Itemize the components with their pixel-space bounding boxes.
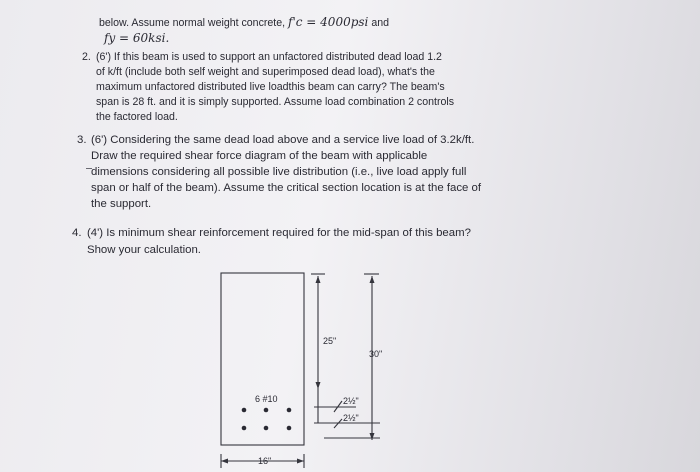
question-4-line: (4') Is minimum shear reinforcement required for the mid-span of this beam? — [87, 227, 471, 239]
width-label: 16" — [258, 456, 272, 466]
intro-prefix: below. Assume normal weight concrete, — [99, 17, 286, 29]
rebar-dot — [242, 426, 247, 431]
question-4-number: 4. — [72, 227, 82, 239]
fc-expression: f'c = 4000psi — [288, 15, 369, 29]
rebar-label: 6 #10 — [255, 394, 278, 404]
rebar-dot — [287, 408, 292, 413]
question-3-line: dimensions considering all possible live distribution (i.e., live load apply full — [91, 166, 467, 178]
rebar-group — [242, 408, 292, 431]
question-3-number: 3. — [77, 134, 87, 146]
question-3-line: the support. — [91, 198, 152, 210]
question-2-line: maximum unfactored distributed live loadthis beam can carry? The beam's — [96, 81, 445, 93]
beam-outline — [221, 273, 304, 445]
question-2-line: span is 28 ft. and it is simply supported. Assume load combination 2 controls — [96, 96, 455, 108]
rebar-dot — [264, 426, 269, 431]
question-3-line: span or half of the beam). Assume the critical section location is at the face of — [91, 182, 482, 194]
question-2-line: of k/ft (include both self weight and superimposed dead load), what's the — [96, 66, 435, 78]
rebar-dot — [287, 426, 292, 431]
question-2-line: the factored load. — [96, 111, 178, 123]
arrowhead-icon — [316, 382, 321, 389]
arrowhead-icon — [221, 459, 228, 464]
question-2-number: 2. — [82, 51, 91, 63]
arrowhead-icon — [297, 459, 304, 464]
question-3-line: (6') Considering the same dead load above and a service live load of 3.2k/ft. — [91, 134, 475, 146]
rebar-dot — [264, 408, 269, 413]
effective-depth-label: 25" — [323, 336, 337, 346]
intro-suffix: and — [371, 17, 390, 29]
question-2-line: (6') If this beam is used to support an unfactored distributed dead load 1.2 — [96, 51, 442, 63]
arrowhead-icon — [316, 276, 321, 283]
arrowhead-icon — [370, 276, 375, 283]
cover-bottom-label: 2½" — [343, 413, 359, 423]
rebar-dot — [242, 408, 247, 413]
total-depth-label: 30" — [369, 349, 383, 359]
question-3-line: Draw the required shear force diagram of the beam with applicable — [91, 150, 428, 162]
fy-expression: fy = 60ksi. — [104, 31, 170, 45]
arrowhead-icon — [370, 433, 375, 440]
cover-top-label: 2½" — [343, 396, 359, 406]
question-4-line: Show your calculation. — [87, 244, 201, 256]
